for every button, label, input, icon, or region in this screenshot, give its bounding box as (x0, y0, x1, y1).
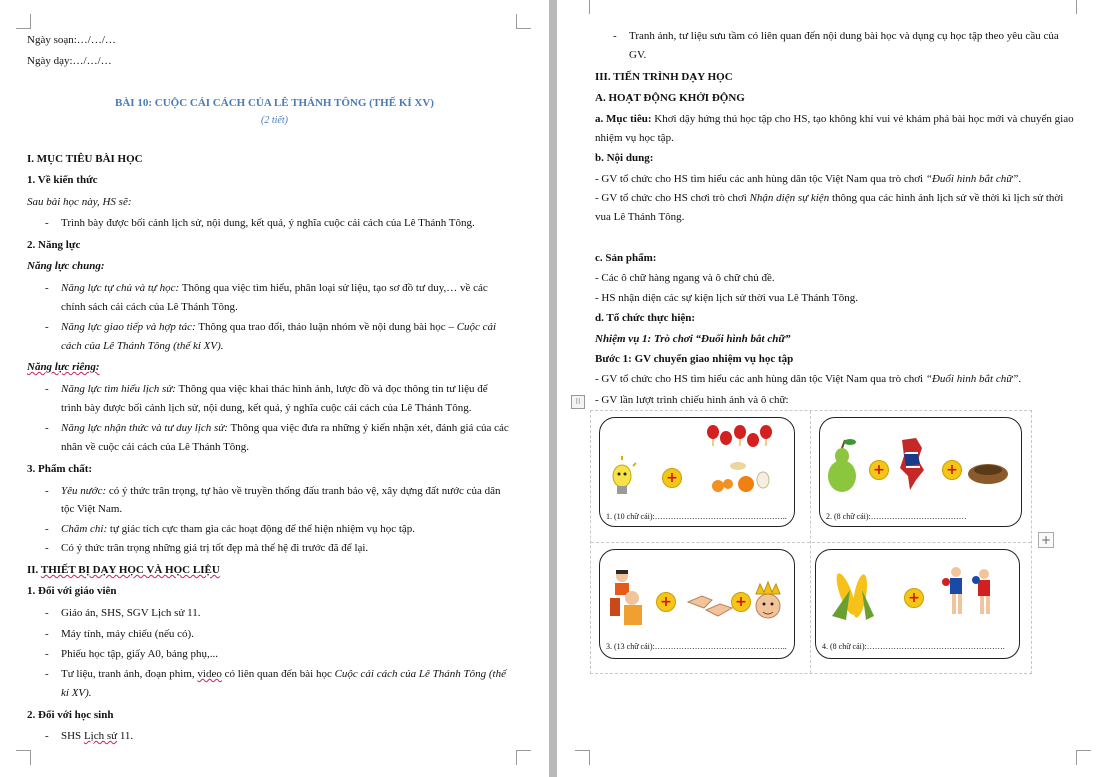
spell-flagged-text: Năng lực riêng: (27, 361, 100, 373)
puzzle-caption: 1. (10 chữ cái):………………………………………….. (606, 512, 787, 521)
material-item (61, 667, 506, 681)
add-column-button[interactable]: + (1038, 532, 1054, 548)
corn-icon (832, 571, 874, 620)
crop-mark (575, 0, 590, 14)
material-text: SHS (61, 730, 84, 742)
step-heading: Bước 1: GV chuyển giao nhiệm vụ học tập (595, 353, 794, 365)
lesson-reference: Cuộc cải cách của Lê Thánh Tông (thế (334, 668, 506, 680)
table-move-handle[interactable]: ⁝⁝ (571, 395, 585, 409)
step-text: . (1018, 373, 1022, 385)
lesson-title: BÀI 10: CUỘC CẢI CÁCH CỦA LÊ THÁNH TÔNG (THẾ KỈ XV) (115, 97, 434, 109)
competence-item (61, 281, 488, 295)
plus-icon: + (731, 592, 751, 612)
product-item: - HS nhận diện các sự kiện lịch sử thời vua Lê Thánh Tông. (595, 292, 858, 304)
competence-text-cont: nhân về cuộc cải cách của Lê Thánh Tông. (61, 441, 250, 453)
product-label: c. Sản phẩm: (595, 252, 657, 264)
date-prepared: Ngày soạn:…/…/… (27, 34, 116, 46)
quality-item (61, 484, 501, 498)
plus-icon: + (662, 468, 682, 488)
material-item: Phiếu học tập, giấy A0, bảng phụ,... (61, 648, 219, 660)
material-item: Giáo án, SHS, SGV Lịch sử 11. (61, 607, 201, 619)
bullet-dash: - (45, 628, 49, 640)
step-item (595, 372, 1021, 386)
bullet-dash: - (45, 607, 49, 619)
material-text: Tư liệu, tranh ảnh, đoạn phim, (61, 668, 198, 680)
competence-item (61, 421, 509, 435)
quality-item: Có ý thức trân trọng những giá trị tốt đẹp mà thế hệ đi trước đã để lại. (61, 542, 369, 554)
subsection-heading: 3. Phẩm chất: (27, 463, 93, 475)
quality-text: tự giác tích cực tham gia các hoạt động để thể hiện nhiệm vụ học tập. (107, 523, 416, 535)
crop-mark (516, 750, 531, 765)
plus-icon: + (869, 460, 889, 480)
goal-label: a. Mục tiêu: (595, 113, 652, 125)
game-name: “Đuổi hình bắt chữ” (925, 173, 1019, 185)
material-item: Tranh ảnh, tư liệu sưu tầm có liên quan đến nội dung bài học và dụng cụ học tập theo yêu cầu của (629, 30, 1059, 42)
nest-icon (968, 464, 1008, 484)
puzzle-caption: 3. (13 chữ cái):………………………………………….. (606, 642, 787, 651)
plus-icon: + (904, 588, 924, 608)
label-specific-competence (27, 360, 100, 374)
game-name: Nhận diện sự kiện (749, 192, 830, 204)
puzzle-card-4 (815, 549, 1020, 659)
crop-mark (16, 750, 31, 765)
puzzle-illustration (600, 550, 794, 630)
quality-item (61, 522, 415, 536)
section-number: II. (27, 564, 41, 576)
pear-icon (828, 439, 856, 492)
quality-text: có ý thức trân trọng, tự hào về truyền thống đấu tranh bảo vệ, xây dựng đất nước của dân (106, 485, 501, 497)
section-title: THIẾT BỊ DẠY HỌC VÀ HỌC LIỆU (40, 564, 220, 576)
mooncake-fruit-icon (712, 462, 769, 492)
plus-icon: + (942, 460, 962, 480)
puzzle-illustration (600, 418, 794, 498)
quality-label: Chăm chỉ: (61, 523, 108, 535)
boxers-icon (942, 567, 990, 614)
bullet-dash: - (45, 282, 49, 294)
label-general-competence: Năng lực chung: (27, 260, 105, 272)
plus-icon: + (656, 592, 676, 612)
content-item (595, 191, 1063, 205)
bullet-dash: - (45, 542, 49, 554)
intro-text: Sau bài học này, HS sẽ: (27, 196, 132, 208)
goal-text: Khơi dậy hứng thú học tập cho HS, tạo không khí vui vẻ khám phá bài học mới và chuyển giao (651, 113, 1074, 125)
subsection-heading: 1. Đối với giáo viên (27, 585, 117, 597)
puzzle-table (590, 410, 1032, 674)
spell-flagged-text: video (197, 668, 222, 680)
lesson-reference-cont: kỉ XV). (61, 687, 92, 699)
competence-text: Thông qua trao đổi, thảo luận nhóm về nội dung bài học – (195, 321, 457, 333)
bullet-dash: - (45, 668, 49, 680)
bullet-dash: - (45, 648, 49, 660)
competence-label: Năng lực nhận thức và tư duy lịch sử: (61, 422, 228, 434)
content-text: . (1018, 173, 1022, 185)
section-heading (27, 563, 220, 577)
crop-mark (16, 14, 31, 29)
crop-mark (516, 14, 531, 29)
content-text: thông qua các hình ảnh lịch sử về thời kì lịch sử thời (829, 192, 1064, 204)
task-heading: Nhiệm vụ 1: Trò chơi “Đuổi hình bắt chữ” (595, 333, 791, 345)
crop-mark (575, 750, 590, 765)
content-text: - GV tổ chức cho HS chơi trò chơi (595, 192, 750, 204)
bullet-dash: - (45, 321, 49, 333)
quality-label: Yêu nước: (61, 485, 107, 497)
puzzle-caption: 4. (8 chữ cái):……………………………………………. (822, 642, 1005, 651)
bullet-dash: - (45, 485, 49, 497)
step-text: - GV tổ chức cho HS tìm hiểu các anh hùng dân tộc Việt Nam qua trò chơi (595, 373, 926, 385)
content-item (595, 172, 1021, 186)
content-text-cont: vua Lê Thánh Tông. (595, 211, 685, 223)
lightbulb-icon (613, 456, 636, 494)
competence-text: Thông qua việc đưa ra những ý kiến nhận xét, đánh giá của các (227, 422, 509, 434)
goal-line (595, 112, 1074, 126)
crop-mark (1076, 750, 1091, 765)
competence-text: Thông qua việc tìm hiểu, phân loại sử liệu, tạo sơ đồ tư duy,… về các (179, 282, 488, 294)
spell-flagged-text: Lịch sử (83, 730, 118, 742)
competence-text-cont: trình bày được bối cảnh lịch sử, nội dung, kết quả, ý nghĩa cuộc cải cách của Lê Thánh Tông. (61, 402, 472, 414)
crop-mark (1076, 0, 1091, 14)
lesson-reference-cont: cách của Lê Thánh Tông (thế kỉ XV). (61, 340, 224, 352)
bullet-dash: - (45, 422, 49, 434)
quality-text-cont: tộc Việt Nam. (61, 503, 123, 515)
material-text: có liên quan đến bài học (221, 668, 335, 680)
bullet-dash: - (45, 217, 49, 229)
section-heading: III. TIẾN TRÌNH DẠY HỌC (595, 71, 733, 83)
lantern-icon (707, 425, 772, 447)
objective-text: Trình bày được bối cảnh lịch sử, nội dung, kết quả, ý nghĩa cuộc cải cách của Lê Thánh Tông. (61, 217, 475, 229)
step-item: - GV lần lượt trình chiếu hình ảnh và ô chữ: (595, 394, 789, 406)
competence-text-cont: chính sách cải cách của Lê Thánh Tông. (61, 301, 238, 313)
pointing-hands-icon (688, 596, 732, 616)
subsection-heading: 2. Đối với học sinh (27, 709, 114, 721)
competence-item (61, 320, 496, 334)
family-icon (610, 570, 642, 625)
competence-label: Năng lực tìm hiểu lịch sử: (61, 383, 176, 395)
competence-label: Năng lực giao tiếp và hợp tác: (61, 321, 196, 333)
competence-text: Thông qua việc khai thác hình ảnh, lược đồ và đọc thông tin tư liệu để (175, 383, 488, 395)
subsection-heading: 2. Năng lực (27, 239, 81, 251)
game-name: “Đuổi hình bắt chữ” (925, 373, 1019, 385)
puzzle-card-2 (819, 417, 1022, 527)
bullet-dash: - (45, 730, 49, 742)
king-face-icon (756, 582, 780, 618)
competence-item (61, 382, 488, 396)
content-text: - GV tổ chức cho HS tìm hiểu các anh hùng dân tộc Việt Nam qua trò chơi (595, 173, 926, 185)
bullet-dash: - (45, 523, 49, 535)
lesson-reference: Cuộc cải (456, 321, 497, 333)
product-item: - Các ô chữ hàng ngang và ô chữ chủ đề. (595, 272, 775, 284)
document-page-1 (0, 0, 549, 777)
goal-text-cont: nhiệm vụ học tập. (595, 132, 674, 144)
material-text: 11. (117, 730, 134, 742)
map-icon (900, 438, 924, 490)
bullet-dash: - (613, 30, 617, 42)
subsection-heading: 1. Về kiến thức (27, 174, 98, 186)
content-label: b. Nội dung: (595, 152, 654, 164)
lesson-periods: (2 tiết) (261, 115, 288, 126)
material-item: Máy tính, máy chiếu (nếu có). (61, 628, 194, 640)
date-taught: Ngày dạy:…/…/… (27, 55, 112, 67)
material-item-cont: GV. (629, 49, 647, 61)
puzzle-caption: 2. (8 chữ cái):……………………………… (826, 512, 967, 521)
puzzle-card-1 (599, 417, 795, 527)
puzzle-illustration (820, 418, 1021, 498)
section-heading: I. MỤC TIÊU BÀI HỌC (27, 153, 143, 165)
bullet-dash: - (45, 383, 49, 395)
material-item (61, 729, 133, 743)
table-divider (591, 542, 1031, 543)
competence-label: Năng lực tự chủ và tự học: (61, 282, 180, 294)
organization-label: d. Tổ chức thực hiện: (595, 312, 696, 324)
activity-heading: A. HOẠT ĐỘNG KHỞI ĐỘNG (595, 92, 745, 104)
puzzle-card-3 (599, 549, 795, 659)
